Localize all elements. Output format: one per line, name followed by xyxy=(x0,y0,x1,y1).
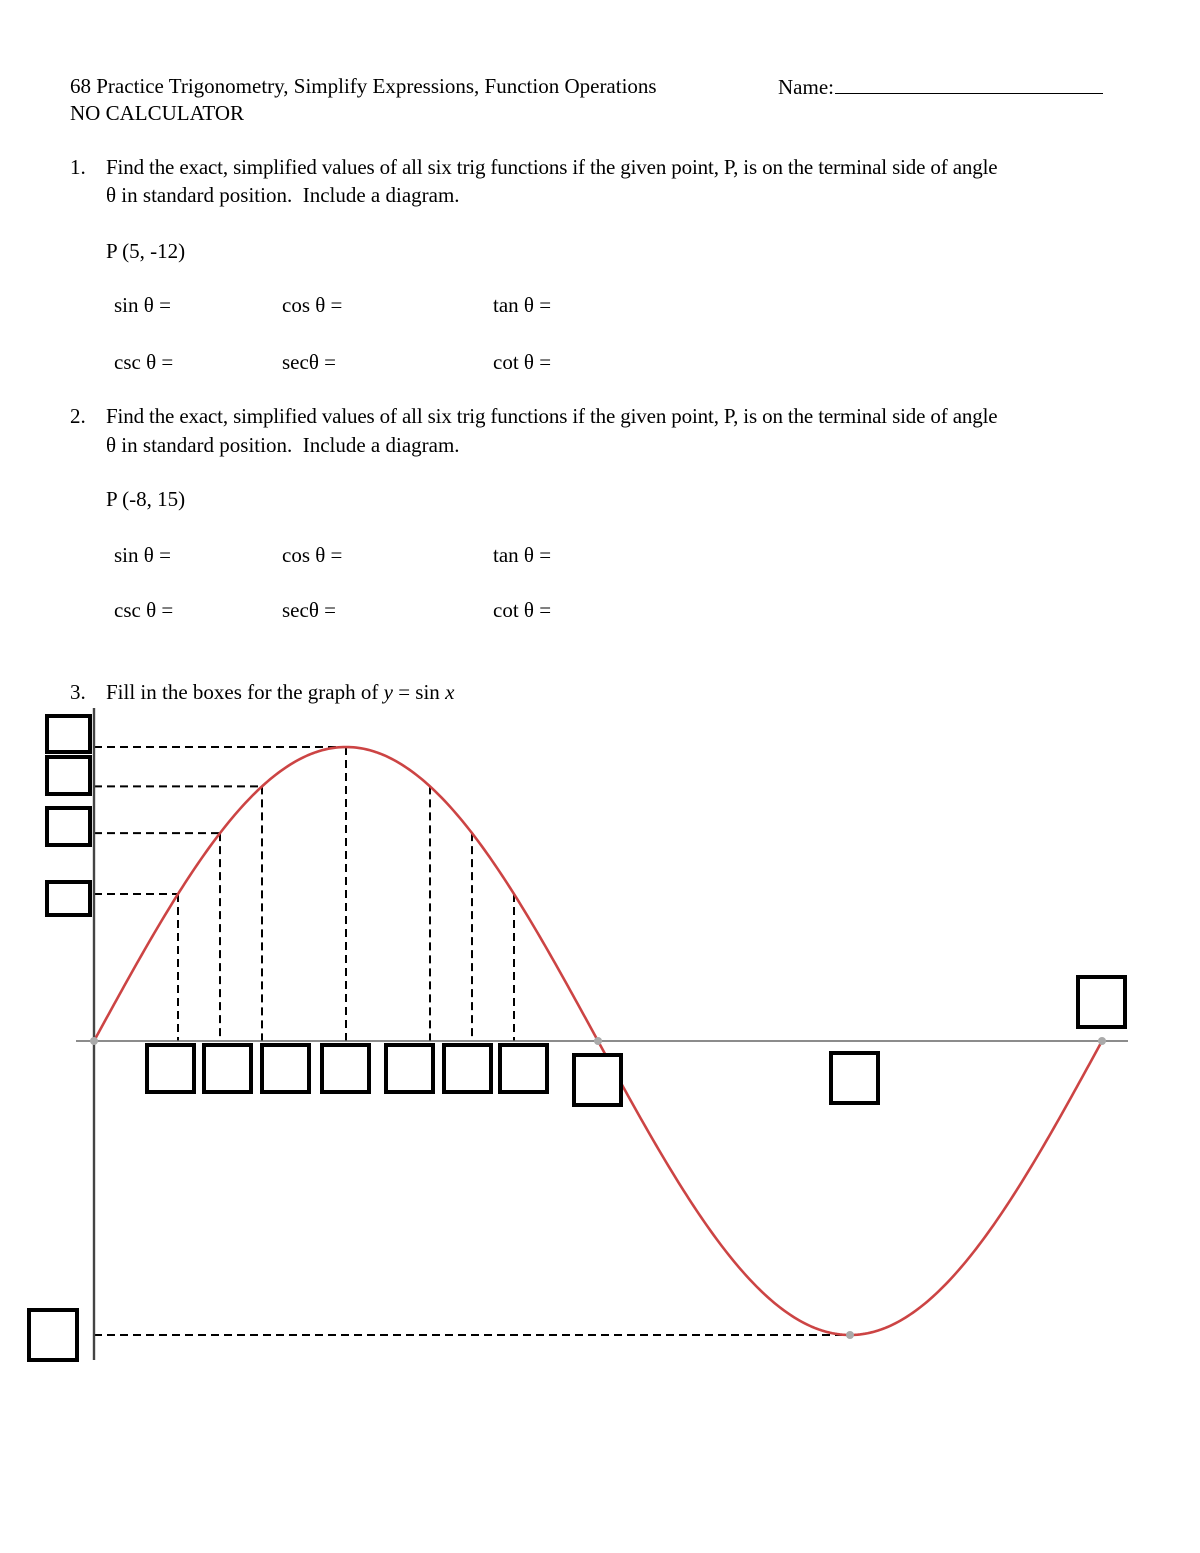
y-value-box-sqrt2-2[interactable] xyxy=(47,808,90,845)
problem-1-cos-label: cos θ = xyxy=(282,293,343,317)
curve-point xyxy=(594,1037,602,1045)
problem-2-sec-label: secθ = xyxy=(282,598,336,622)
problem-3-number: 3. xyxy=(70,680,86,704)
problem-1-sin-label: sin θ = xyxy=(114,293,171,317)
y-value-box-neg1[interactable] xyxy=(29,1310,77,1360)
curve-point xyxy=(846,1331,854,1339)
problem-1-number: 1. xyxy=(70,155,86,179)
x-angle-box-2pi[interactable] xyxy=(1078,977,1125,1027)
x-angle-box-2[interactable] xyxy=(204,1045,251,1092)
y-value-box-1-2[interactable] xyxy=(47,882,90,915)
x-angle-box-5[interactable] xyxy=(386,1045,433,1092)
problem-2-csc-label: csc θ = xyxy=(114,598,174,622)
problem-1-sec-label: secθ = xyxy=(282,350,336,374)
problem-1-instructions-line1: Find the exact, simplified values of all six trig functions if the given point, P, is on the terminal side of angle xyxy=(106,155,998,179)
equation-equals: = sin xyxy=(392,680,446,704)
problem-2-cos-label: cos θ = xyxy=(282,543,343,567)
problem-1-csc-label: csc θ = xyxy=(114,350,174,374)
y-value-box-1[interactable] xyxy=(47,716,90,752)
y-value-box-sqrt3-2[interactable] xyxy=(47,757,90,794)
problem-2-sin-label: sin θ = xyxy=(114,543,171,567)
problem-1-instructions-line2: θ in standard position. Include a diagram. xyxy=(106,183,460,207)
x-angle-box-pi[interactable] xyxy=(574,1055,621,1105)
x-angle-box-3[interactable] xyxy=(262,1045,309,1092)
problem-2-instructions-line1: Find the exact, simplified values of all six trig functions if the given point, P, is on the terminal side of angle xyxy=(106,404,998,428)
problem-2-cot-label: cot θ = xyxy=(493,598,552,622)
equation-variable: x xyxy=(445,680,455,704)
x-angle-box-1[interactable] xyxy=(147,1045,194,1092)
problem-2-number: 2. xyxy=(70,404,86,428)
curve-point xyxy=(1098,1037,1106,1045)
problem-3-instructions-text: Fill in the boxes for the graph of xyxy=(106,680,384,704)
problem-1-cot-label: cot θ = xyxy=(493,350,552,374)
x-angle-box-3pi-2[interactable] xyxy=(831,1053,878,1103)
no-calculator-note: NO CALCULATOR xyxy=(70,101,245,125)
x-angle-box-7[interactable] xyxy=(500,1045,547,1092)
problem-1-tan-label: tan θ = xyxy=(493,293,552,317)
x-angle-box-4[interactable] xyxy=(322,1045,369,1092)
answer-boxes[interactable] xyxy=(29,716,1125,1360)
problem-2-point: P (-8, 15) xyxy=(106,487,186,511)
equation-lhs: y xyxy=(383,680,393,704)
problem-1-point: P (5, -12) xyxy=(106,239,186,263)
name-label: Name: xyxy=(778,75,834,99)
worksheet-title: 68 Practice Trigonometry, Simplify Expressions, Function Operations xyxy=(70,74,657,98)
curve-point xyxy=(90,1037,98,1045)
x-angle-box-6[interactable] xyxy=(444,1045,491,1092)
problem-2-tan-label: tan θ = xyxy=(493,543,552,567)
problem-2-instructions-line2: θ in standard position. Include a diagram. xyxy=(106,433,460,457)
